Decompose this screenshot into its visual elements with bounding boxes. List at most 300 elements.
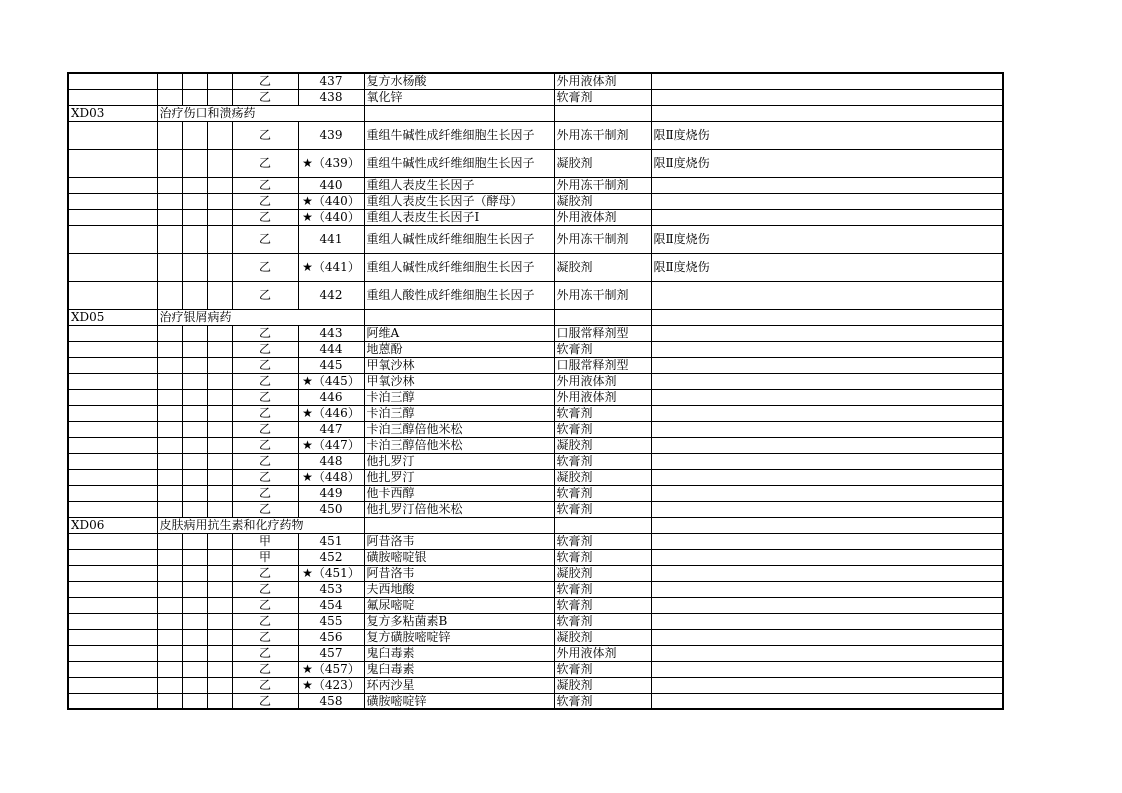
drug-name-cell: 重组人碱性成纤维细胞生长因子 bbox=[364, 225, 554, 253]
category-code-cell bbox=[68, 149, 157, 177]
blank-cell bbox=[207, 453, 232, 469]
note-cell bbox=[651, 209, 1003, 225]
blank-cell bbox=[207, 645, 232, 661]
note-cell bbox=[651, 89, 1003, 105]
note-cell bbox=[651, 581, 1003, 597]
class-cell: 乙 bbox=[232, 661, 298, 677]
blank-cell bbox=[207, 357, 232, 373]
dosage-form-cell: 凝胶剂 bbox=[554, 565, 651, 581]
blank-cell bbox=[207, 533, 232, 549]
category-name-cell: 皮肤病用抗生素和化疗药物 bbox=[157, 517, 364, 533]
class-cell: 乙 bbox=[232, 421, 298, 437]
note-cell bbox=[651, 373, 1003, 389]
dosage-form-cell: 软膏剂 bbox=[554, 693, 651, 709]
table-row bbox=[68, 253, 1003, 281]
dosage-form-cell: 凝胶剂 bbox=[554, 253, 651, 281]
note-cell bbox=[651, 193, 1003, 209]
number-cell: 439 bbox=[298, 121, 364, 149]
drug-name-cell: 卡泊三醇倍他米松 bbox=[364, 421, 554, 437]
number-cell: 445 bbox=[298, 357, 364, 373]
class-cell: 乙 bbox=[232, 325, 298, 341]
class-cell: 乙 bbox=[232, 405, 298, 421]
dosage-form-cell: 软膏剂 bbox=[554, 405, 651, 421]
blank-cell bbox=[157, 89, 182, 105]
table-row bbox=[68, 73, 1003, 89]
category-code-cell bbox=[68, 341, 157, 357]
blank-cell bbox=[182, 437, 207, 453]
class-cell: 乙 bbox=[232, 177, 298, 193]
class-cell: 乙 bbox=[232, 437, 298, 453]
category-code-cell bbox=[68, 193, 157, 209]
table-row bbox=[68, 149, 1003, 177]
category-code-cell bbox=[68, 597, 157, 613]
dosage-form-cell bbox=[554, 309, 651, 325]
category-code-cell bbox=[68, 469, 157, 485]
drug-name-cell: 重组人表皮生长因子（酵母） bbox=[364, 193, 554, 209]
blank-cell bbox=[157, 661, 182, 677]
drug-name-cell bbox=[364, 517, 554, 533]
blank-cell bbox=[207, 565, 232, 581]
note-cell bbox=[651, 501, 1003, 517]
table-row bbox=[68, 437, 1003, 453]
drug-name-cell: 甲氧沙林 bbox=[364, 357, 554, 373]
blank-cell bbox=[207, 281, 232, 309]
class-cell: 乙 bbox=[232, 357, 298, 373]
category-code-cell bbox=[68, 421, 157, 437]
blank-cell bbox=[182, 549, 207, 565]
number-cell: 455 bbox=[298, 613, 364, 629]
drug-name-cell: 复方磺胺嘧啶锌 bbox=[364, 629, 554, 645]
dosage-form-cell: 外用冻干制剂 bbox=[554, 225, 651, 253]
blank-cell bbox=[182, 73, 207, 89]
drug-name-cell: 鬼臼毒素 bbox=[364, 661, 554, 677]
category-code-cell bbox=[68, 325, 157, 341]
blank-cell bbox=[157, 225, 182, 253]
note-cell bbox=[651, 629, 1003, 645]
class-cell: 乙 bbox=[232, 389, 298, 405]
note-cell bbox=[651, 661, 1003, 677]
category-code-cell bbox=[68, 613, 157, 629]
class-cell: 乙 bbox=[232, 281, 298, 309]
drug-name-cell: 鬼臼毒素 bbox=[364, 645, 554, 661]
blank-cell bbox=[207, 373, 232, 389]
dosage-form-cell: 外用液体剂 bbox=[554, 209, 651, 225]
blank-cell bbox=[182, 209, 207, 225]
blank-cell bbox=[157, 485, 182, 501]
class-cell: 乙 bbox=[232, 373, 298, 389]
table-row bbox=[68, 693, 1003, 709]
number-cell: 458 bbox=[298, 693, 364, 709]
note-cell bbox=[651, 677, 1003, 693]
drug-name-cell: 他扎罗汀 bbox=[364, 469, 554, 485]
table-row bbox=[68, 613, 1003, 629]
dosage-form-cell: 凝胶剂 bbox=[554, 149, 651, 177]
blank-cell bbox=[207, 581, 232, 597]
class-cell: 甲 bbox=[232, 549, 298, 565]
class-cell: 乙 bbox=[232, 581, 298, 597]
blank-cell bbox=[182, 149, 207, 177]
blank-cell bbox=[182, 661, 207, 677]
blank-cell bbox=[207, 613, 232, 629]
blank-cell bbox=[182, 421, 207, 437]
number-cell: ★（446） bbox=[298, 405, 364, 421]
drug-name-cell: 阿昔洛韦 bbox=[364, 533, 554, 549]
category-code-cell bbox=[68, 373, 157, 389]
dosage-form-cell: 软膏剂 bbox=[554, 581, 651, 597]
category-code-cell bbox=[68, 177, 157, 193]
number-cell: 453 bbox=[298, 581, 364, 597]
note-cell bbox=[651, 309, 1003, 325]
category-code-cell bbox=[68, 281, 157, 309]
table-row bbox=[68, 121, 1003, 149]
category-code-cell bbox=[68, 437, 157, 453]
number-cell: 450 bbox=[298, 501, 364, 517]
blank-cell bbox=[182, 469, 207, 485]
note-cell bbox=[651, 405, 1003, 421]
number-cell: ★（441） bbox=[298, 253, 364, 281]
dosage-form-cell: 软膏剂 bbox=[554, 533, 651, 549]
drug-name-cell: 磺胺嘧啶锌 bbox=[364, 693, 554, 709]
table-row bbox=[68, 209, 1003, 225]
blank-cell bbox=[157, 405, 182, 421]
dosage-form-cell: 外用液体剂 bbox=[554, 645, 651, 661]
blank-cell bbox=[157, 357, 182, 373]
dosage-form-cell: 软膏剂 bbox=[554, 421, 651, 437]
table-row bbox=[68, 357, 1003, 373]
blank-cell bbox=[207, 149, 232, 177]
note-cell bbox=[651, 73, 1003, 89]
dosage-form-cell: 外用液体剂 bbox=[554, 373, 651, 389]
category-code-cell bbox=[68, 253, 157, 281]
blank-cell bbox=[157, 121, 182, 149]
class-cell: 乙 bbox=[232, 253, 298, 281]
dosage-form-cell: 外用冻干制剂 bbox=[554, 177, 651, 193]
note-cell bbox=[651, 613, 1003, 629]
blank-cell bbox=[182, 597, 207, 613]
table-row bbox=[68, 581, 1003, 597]
note-cell bbox=[651, 597, 1003, 613]
blank-cell bbox=[182, 357, 207, 373]
note-cell bbox=[651, 341, 1003, 357]
number-cell: 451 bbox=[298, 533, 364, 549]
blank-cell bbox=[157, 325, 182, 341]
drug-name-cell: 重组牛碱性成纤维细胞生长因子 bbox=[364, 121, 554, 149]
drug-name-cell: 他扎罗汀 bbox=[364, 453, 554, 469]
drug-name-cell: 环丙沙星 bbox=[364, 677, 554, 693]
note-cell bbox=[651, 469, 1003, 485]
blank-cell bbox=[157, 533, 182, 549]
category-code-cell bbox=[68, 533, 157, 549]
blank-cell bbox=[207, 341, 232, 357]
table-row bbox=[68, 661, 1003, 677]
blank-cell bbox=[207, 501, 232, 517]
drug-name-cell: 卡泊三醇倍他米松 bbox=[364, 437, 554, 453]
blank-cell bbox=[182, 501, 207, 517]
dosage-form-cell: 凝胶剂 bbox=[554, 677, 651, 693]
blank-cell bbox=[207, 437, 232, 453]
dosage-form-cell: 凝胶剂 bbox=[554, 437, 651, 453]
blank-cell bbox=[157, 549, 182, 565]
blank-cell bbox=[207, 693, 232, 709]
blank-cell bbox=[157, 469, 182, 485]
table-row bbox=[68, 549, 1003, 565]
drug-name-cell bbox=[364, 105, 554, 121]
blank-cell bbox=[207, 193, 232, 209]
number-cell: 440 bbox=[298, 177, 364, 193]
drug-name-cell: 阿昔洛韦 bbox=[364, 565, 554, 581]
blank-cell bbox=[207, 73, 232, 89]
class-cell: 乙 bbox=[232, 341, 298, 357]
category-row bbox=[68, 517, 1003, 533]
drug-name-cell: 复方多粘菌素B bbox=[364, 613, 554, 629]
blank-cell bbox=[182, 325, 207, 341]
blank-cell bbox=[182, 485, 207, 501]
note-cell bbox=[651, 421, 1003, 437]
table-row bbox=[68, 281, 1003, 309]
category-code-cell bbox=[68, 661, 157, 677]
drug-name-cell: 重组人表皮生长因子Ⅰ bbox=[364, 209, 554, 225]
category-code-cell bbox=[68, 389, 157, 405]
blank-cell bbox=[157, 597, 182, 613]
class-cell: 乙 bbox=[232, 89, 298, 105]
number-cell: 457 bbox=[298, 645, 364, 661]
blank-cell bbox=[182, 405, 207, 421]
dosage-form-cell: 软膏剂 bbox=[554, 613, 651, 629]
table-row bbox=[68, 193, 1003, 209]
dosage-form-cell: 软膏剂 bbox=[554, 597, 651, 613]
class-cell: 乙 bbox=[232, 149, 298, 177]
blank-cell bbox=[182, 533, 207, 549]
blank-cell bbox=[207, 629, 232, 645]
note-cell bbox=[651, 549, 1003, 565]
dosage-form-cell: 凝胶剂 bbox=[554, 193, 651, 209]
number-cell: 444 bbox=[298, 341, 364, 357]
blank-cell bbox=[207, 325, 232, 341]
number-cell: 443 bbox=[298, 325, 364, 341]
note-cell bbox=[651, 105, 1003, 121]
category-code-cell bbox=[68, 677, 157, 693]
category-code-cell bbox=[68, 549, 157, 565]
number-cell: 449 bbox=[298, 485, 364, 501]
blank-cell bbox=[157, 501, 182, 517]
table-row bbox=[68, 469, 1003, 485]
class-cell: 乙 bbox=[232, 613, 298, 629]
class-cell: 乙 bbox=[232, 485, 298, 501]
dosage-form-cell: 口服常释剂型 bbox=[554, 357, 651, 373]
dosage-form-cell: 软膏剂 bbox=[554, 89, 651, 105]
blank-cell bbox=[207, 209, 232, 225]
class-cell: 乙 bbox=[232, 469, 298, 485]
number-cell: ★（440） bbox=[298, 209, 364, 225]
number-cell: 454 bbox=[298, 597, 364, 613]
class-cell: 乙 bbox=[232, 225, 298, 253]
blank-cell bbox=[207, 389, 232, 405]
blank-cell bbox=[182, 613, 207, 629]
number-cell: 446 bbox=[298, 389, 364, 405]
dosage-form-cell: 软膏剂 bbox=[554, 501, 651, 517]
table-row bbox=[68, 89, 1003, 105]
blank-cell bbox=[157, 677, 182, 693]
drug-name-cell: 地蒽酚 bbox=[364, 341, 554, 357]
dosage-form-cell: 软膏剂 bbox=[554, 341, 651, 357]
table-row bbox=[68, 341, 1003, 357]
dosage-form-cell bbox=[554, 105, 651, 121]
category-code-cell bbox=[68, 565, 157, 581]
drug-name-cell: 复方水杨酸 bbox=[364, 73, 554, 89]
number-cell: ★（448） bbox=[298, 469, 364, 485]
category-code-cell bbox=[68, 225, 157, 253]
blank-cell bbox=[207, 597, 232, 613]
drug-name-cell: 他扎罗汀倍他米松 bbox=[364, 501, 554, 517]
note-cell bbox=[651, 693, 1003, 709]
number-cell: ★（445） bbox=[298, 373, 364, 389]
note-cell: 限Ⅱ度烧伤 bbox=[651, 225, 1003, 253]
blank-cell bbox=[182, 581, 207, 597]
blank-cell bbox=[182, 193, 207, 209]
class-cell: 乙 bbox=[232, 193, 298, 209]
drug-name-cell: 氧化锌 bbox=[364, 89, 554, 105]
dosage-form-cell: 软膏剂 bbox=[554, 661, 651, 677]
blank-cell bbox=[157, 253, 182, 281]
dosage-form-cell: 外用液体剂 bbox=[554, 389, 651, 405]
category-code-cell bbox=[68, 89, 157, 105]
number-cell: 448 bbox=[298, 453, 364, 469]
blank-cell bbox=[207, 421, 232, 437]
dosage-form-cell: 软膏剂 bbox=[554, 549, 651, 565]
table-row bbox=[68, 225, 1003, 253]
table-row bbox=[68, 485, 1003, 501]
blank-cell bbox=[157, 177, 182, 193]
note-cell bbox=[651, 517, 1003, 533]
drug-name-cell: 磺胺嘧啶银 bbox=[364, 549, 554, 565]
dosage-form-cell: 软膏剂 bbox=[554, 453, 651, 469]
table-row bbox=[68, 565, 1003, 581]
blank-cell bbox=[182, 453, 207, 469]
table-row bbox=[68, 405, 1003, 421]
dosage-form-cell: 凝胶剂 bbox=[554, 629, 651, 645]
note-cell: 限Ⅱ度烧伤 bbox=[651, 149, 1003, 177]
table-row bbox=[68, 533, 1003, 549]
blank-cell bbox=[207, 549, 232, 565]
blank-cell bbox=[207, 177, 232, 193]
number-cell: 438 bbox=[298, 89, 364, 105]
blank-cell bbox=[157, 693, 182, 709]
class-cell: 乙 bbox=[232, 73, 298, 89]
table-row bbox=[68, 645, 1003, 661]
blank-cell bbox=[157, 193, 182, 209]
blank-cell bbox=[157, 581, 182, 597]
category-row bbox=[68, 309, 1003, 325]
class-cell: 乙 bbox=[232, 501, 298, 517]
blank-cell bbox=[157, 149, 182, 177]
category-code-cell: XD06 bbox=[68, 517, 157, 533]
dosage-form-cell: 口服常释剂型 bbox=[554, 325, 651, 341]
dosage-form-cell: 外用液体剂 bbox=[554, 73, 651, 89]
blank-cell bbox=[182, 373, 207, 389]
drug-name-cell: 阿维A bbox=[364, 325, 554, 341]
blank-cell bbox=[207, 405, 232, 421]
class-cell: 乙 bbox=[232, 645, 298, 661]
drug-name-cell: 重组人酸性成纤维细胞生长因子 bbox=[364, 281, 554, 309]
blank-cell bbox=[157, 209, 182, 225]
table-row bbox=[68, 677, 1003, 693]
drug-name-cell: 氟尿嘧啶 bbox=[364, 597, 554, 613]
table-row bbox=[68, 597, 1003, 613]
category-code-cell bbox=[68, 693, 157, 709]
blank-cell bbox=[182, 281, 207, 309]
dosage-form-cell: 外用冻干制剂 bbox=[554, 121, 651, 149]
category-name-cell: 治疗银屑病药 bbox=[157, 309, 364, 325]
table-row bbox=[68, 629, 1003, 645]
number-cell: 437 bbox=[298, 73, 364, 89]
blank-cell bbox=[207, 121, 232, 149]
category-code-cell bbox=[68, 405, 157, 421]
blank-cell bbox=[207, 661, 232, 677]
class-cell: 乙 bbox=[232, 565, 298, 581]
note-cell: 限Ⅱ度烧伤 bbox=[651, 253, 1003, 281]
category-code-cell: XD03 bbox=[68, 105, 157, 121]
blank-cell bbox=[157, 73, 182, 89]
number-cell: ★（440） bbox=[298, 193, 364, 209]
class-cell: 乙 bbox=[232, 629, 298, 645]
category-row bbox=[68, 105, 1003, 121]
number-cell: 452 bbox=[298, 549, 364, 565]
blank-cell bbox=[182, 677, 207, 693]
class-cell: 乙 bbox=[232, 453, 298, 469]
category-code-cell bbox=[68, 501, 157, 517]
number-cell: 456 bbox=[298, 629, 364, 645]
drug-name-cell: 卡泊三醇 bbox=[364, 405, 554, 421]
drug-name-cell: 重组牛碱性成纤维细胞生长因子 bbox=[364, 149, 554, 177]
category-code-cell bbox=[68, 581, 157, 597]
class-cell: 乙 bbox=[232, 209, 298, 225]
table-row bbox=[68, 501, 1003, 517]
blank-cell bbox=[182, 253, 207, 281]
drug-name-cell: 夫西地酸 bbox=[364, 581, 554, 597]
blank-cell bbox=[157, 421, 182, 437]
blank-cell bbox=[157, 341, 182, 357]
blank-cell bbox=[207, 469, 232, 485]
class-cell: 甲 bbox=[232, 533, 298, 549]
blank-cell bbox=[182, 565, 207, 581]
note-cell bbox=[651, 177, 1003, 193]
class-cell: 乙 bbox=[232, 693, 298, 709]
table-row bbox=[68, 373, 1003, 389]
class-cell: 乙 bbox=[232, 121, 298, 149]
category-code-cell bbox=[68, 645, 157, 661]
note-cell bbox=[651, 357, 1003, 373]
category-code-cell bbox=[68, 73, 157, 89]
category-code-cell bbox=[68, 453, 157, 469]
dosage-form-cell: 凝胶剂 bbox=[554, 469, 651, 485]
blank-cell bbox=[182, 389, 207, 405]
blank-cell bbox=[182, 177, 207, 193]
blank-cell bbox=[182, 89, 207, 105]
number-cell: 447 bbox=[298, 421, 364, 437]
category-code-cell bbox=[68, 629, 157, 645]
note-cell bbox=[651, 565, 1003, 581]
number-cell: ★（447） bbox=[298, 437, 364, 453]
drug-name-cell: 重组人表皮生长因子 bbox=[364, 177, 554, 193]
table-row bbox=[68, 453, 1003, 469]
category-name-cell: 治疗伤口和溃疡药 bbox=[157, 105, 364, 121]
category-code-cell bbox=[68, 209, 157, 225]
number-cell: 441 bbox=[298, 225, 364, 253]
category-code-cell bbox=[68, 485, 157, 501]
blank-cell bbox=[157, 629, 182, 645]
drug-name-cell: 卡泊三醇 bbox=[364, 389, 554, 405]
number-cell: ★（457） bbox=[298, 661, 364, 677]
